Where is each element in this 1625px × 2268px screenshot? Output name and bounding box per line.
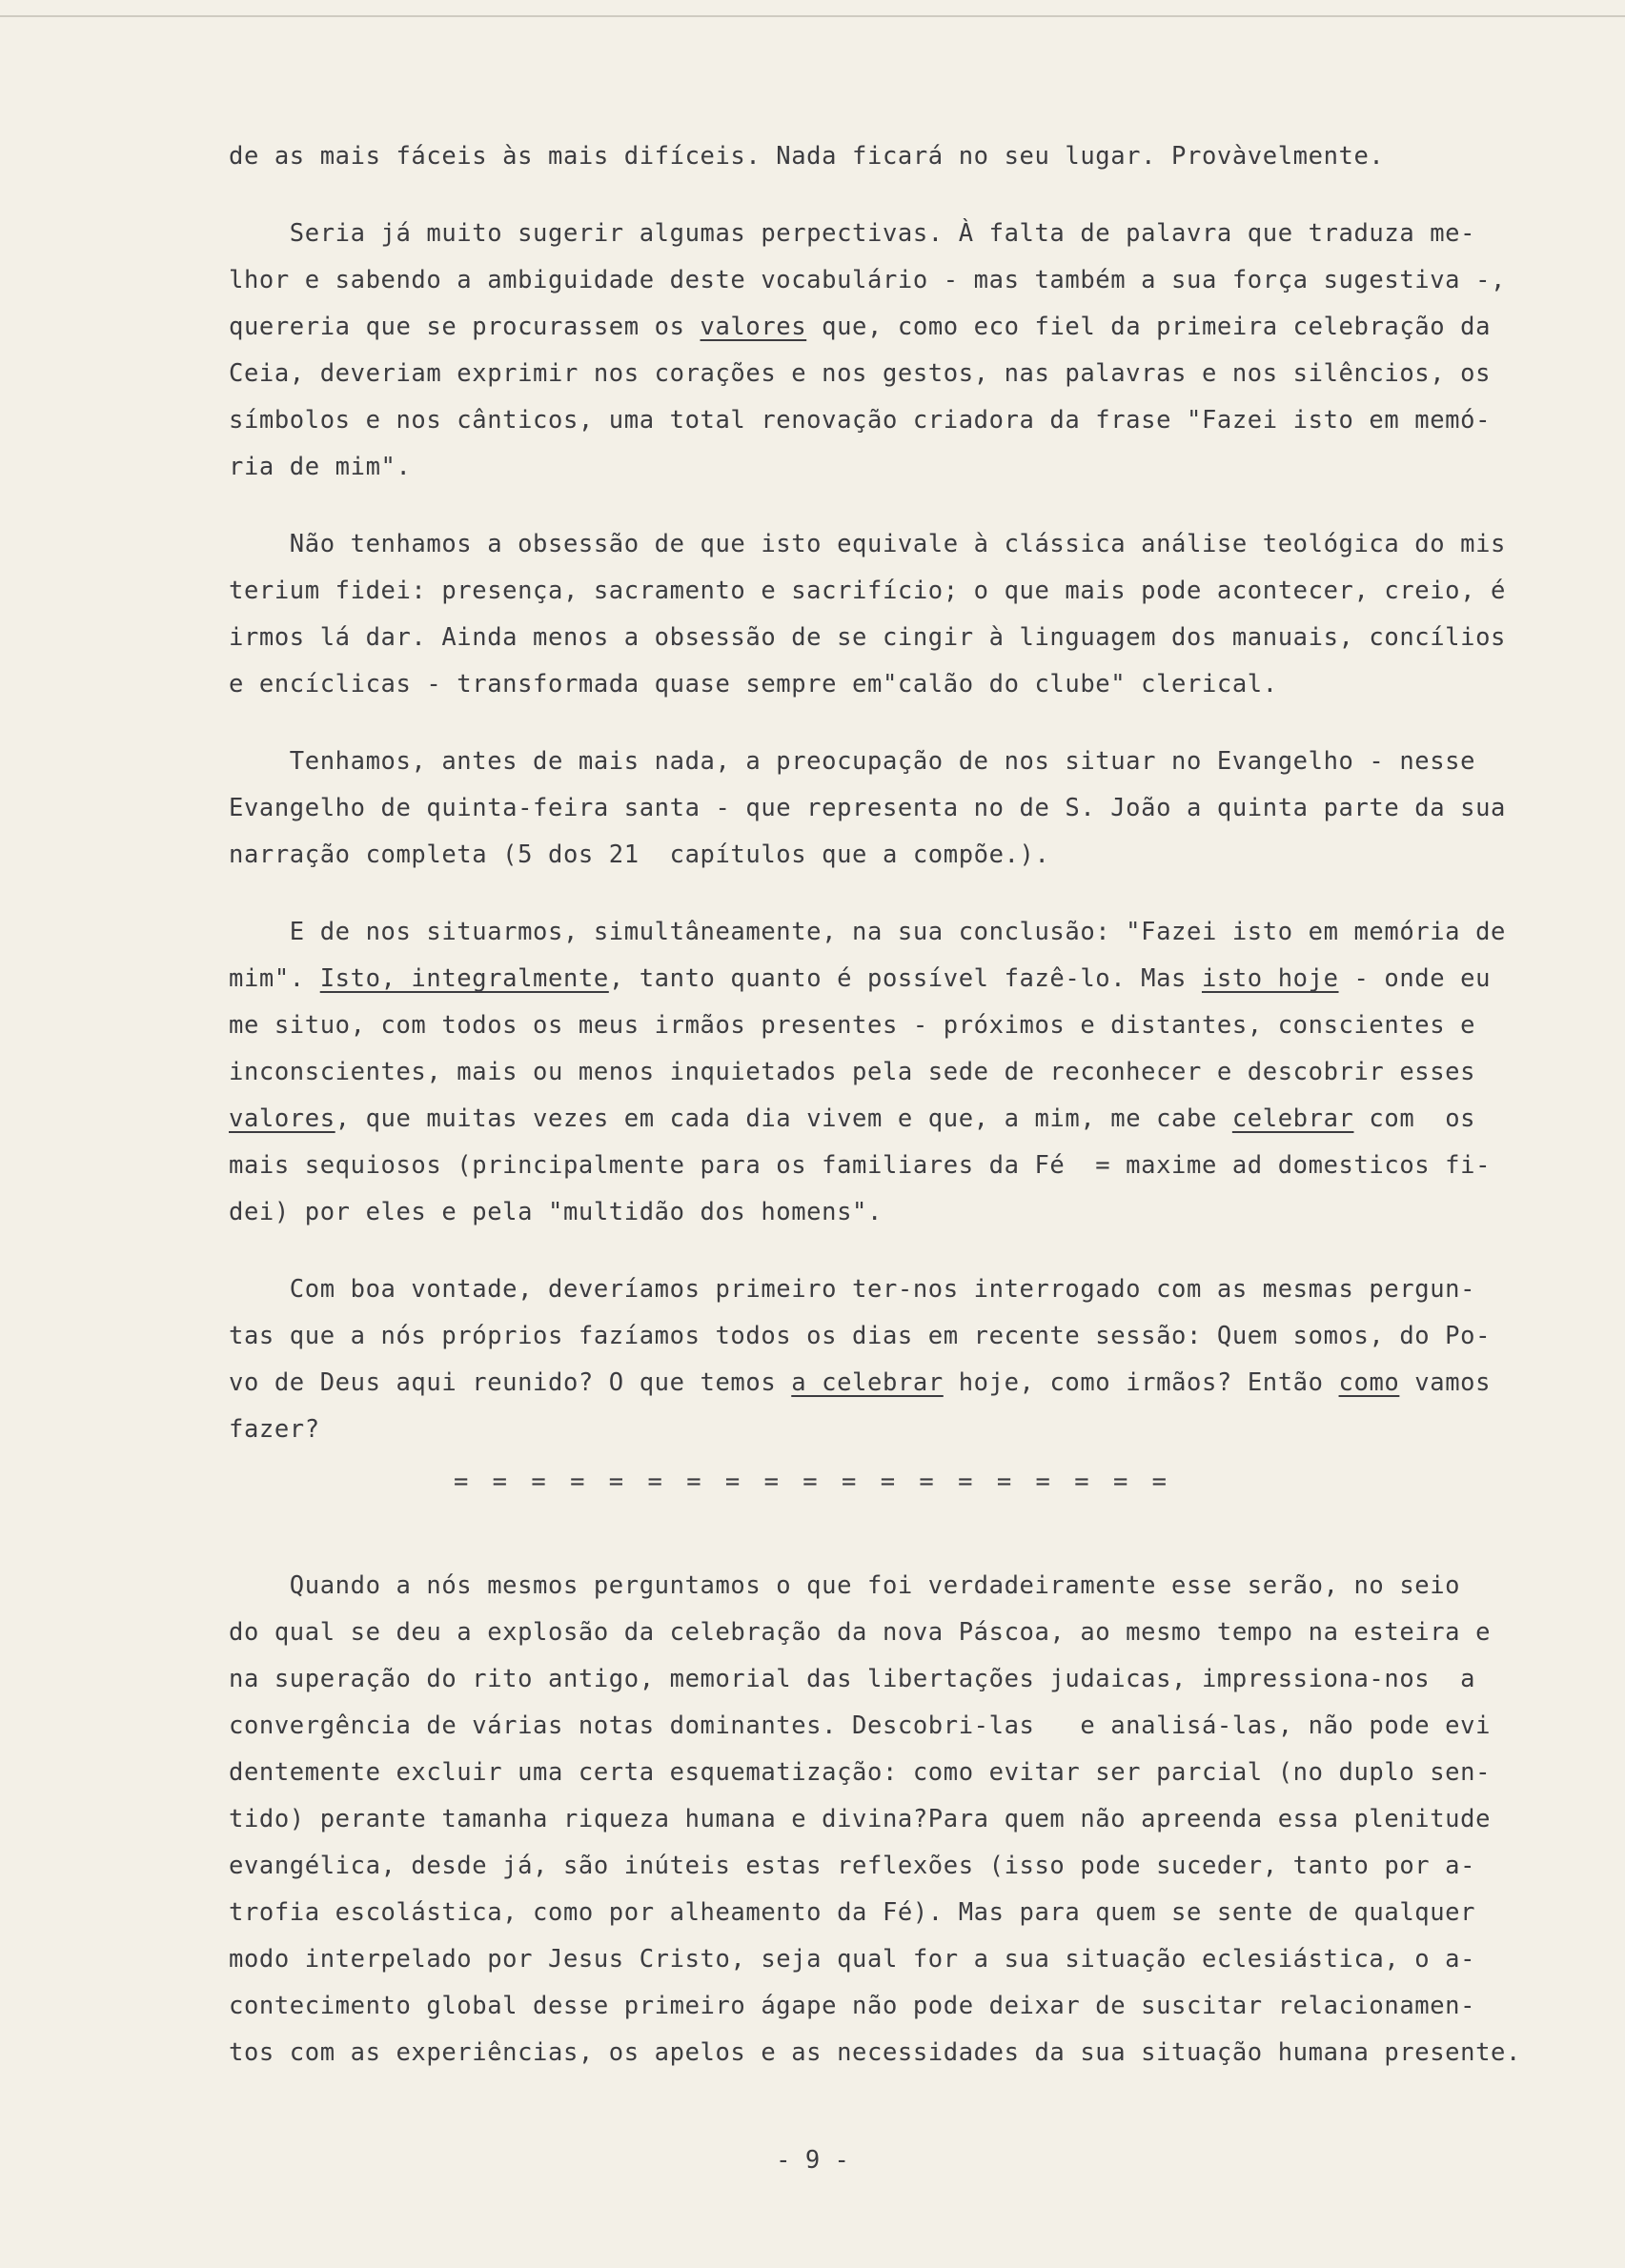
text-run: contecimento global desse primeiro ágape não pode deixar de suscitar relacionamen- bbox=[229, 1992, 1476, 2020]
text-line bbox=[229, 351, 1534, 397]
text-line bbox=[229, 956, 1534, 1002]
text-run: hoje, como irmãos? Então bbox=[943, 1368, 1339, 1397]
text-run: vo de Deus aqui reunido? O que temos bbox=[229, 1368, 792, 1397]
text-run: , que muitas vezes em cada dia vivem e que, a mim, me cabe bbox=[335, 1104, 1232, 1133]
text-line bbox=[229, 257, 1534, 304]
body-text-section-1 bbox=[229, 133, 1534, 1453]
text-line bbox=[229, 1656, 1534, 1703]
text-run: Seria já muito sugerir algumas perpectivas. À falta de palavra que traduza me- bbox=[229, 219, 1476, 248]
text-line bbox=[229, 1143, 1534, 1189]
text-line bbox=[229, 615, 1534, 661]
paragraph-gap bbox=[229, 491, 1534, 521]
underlined-text: celebrar bbox=[1231, 1104, 1354, 1133]
text-run: dei) por eles e pela "multidão dos homens". bbox=[229, 1198, 883, 1226]
text-line bbox=[229, 1189, 1534, 1236]
text-run: Com boa vontade, deveríamos primeiro ter-nos interrogado com as mesmas pergun- bbox=[229, 1275, 1476, 1304]
text-line bbox=[229, 444, 1534, 491]
text-run: quereria que se procurassem os bbox=[229, 313, 701, 341]
underlined-text: valores bbox=[229, 1104, 335, 1133]
text-run: fazer? bbox=[229, 1415, 320, 1444]
text-line bbox=[229, 1313, 1534, 1360]
paragraph-gap bbox=[229, 708, 1534, 739]
page-top-edge bbox=[0, 15, 1625, 17]
text-line bbox=[229, 661, 1534, 708]
text-line bbox=[229, 1843, 1534, 1890]
text-line bbox=[229, 1360, 1534, 1407]
text-run: com os bbox=[1353, 1104, 1476, 1133]
text-run: símbolos e nos cânticos, uma total renovação criadora da frase "Fazei isto em memó- bbox=[229, 406, 1492, 435]
text-line bbox=[229, 832, 1534, 879]
text-line bbox=[229, 1890, 1534, 1936]
text-run: irmos lá dar. Ainda menos a obsessão de se cingir à linguagem dos manuais, concílios bbox=[229, 623, 1506, 652]
text-line bbox=[229, 785, 1534, 832]
text-run: tido) perante tamanha riqueza humana e divina?Para quem não apreenda essa plenitude bbox=[229, 1805, 1492, 1833]
paragraph-gap bbox=[229, 879, 1534, 909]
text-line bbox=[229, 2030, 1534, 2076]
text-run: tos com as experiências, os apelos e as necessidades da sua situação humana presente. bbox=[229, 2038, 1521, 2067]
text-run: , tanto quanto é possível fazê-lo. Mas bbox=[608, 964, 1202, 993]
text-line bbox=[229, 1796, 1534, 1843]
underlined-text: valores bbox=[700, 313, 807, 341]
text-line bbox=[229, 1563, 1534, 1610]
text-run: do qual se deu a explosão da celebração da nova Páscoa, ao mesmo tempo na esteira e bbox=[229, 1618, 1492, 1647]
text-line bbox=[229, 397, 1534, 444]
text-line bbox=[229, 1610, 1534, 1656]
text-run: modo interpelado por Jesus Cristo, seja qual for a sua situação eclesiástica, o a- bbox=[229, 1945, 1476, 1974]
text-run: que, como eco fiel da primeira celebração da bbox=[806, 313, 1492, 341]
text-run: E de nos situarmos, simultâneamente, na sua conclusão: "Fazei isto em memória de bbox=[229, 918, 1506, 946]
text-run: dentemente excluir uma certa esquematização: como evitar ser parcial (no duplo sen- bbox=[229, 1758, 1492, 1787]
text-run: e encíclicas - transformada quase sempre em"calão do clube" clerical. bbox=[229, 670, 1278, 699]
text-run: inconscientes, mais ou menos inquietados pela sede de reconhecer e descobrir esses bbox=[229, 1058, 1476, 1086]
text-run: Não tenhamos a obsessão de que isto equivale à clássica análise teológica do mis bbox=[229, 530, 1506, 558]
text-run: me situo, com todos os meus irmãos presentes - próximos e distantes, conscientes e bbox=[229, 1011, 1476, 1040]
underlined-text: como bbox=[1338, 1368, 1400, 1397]
text-run: ria de mim". bbox=[229, 453, 412, 481]
text-run: na superação do rito antigo, memorial das libertações judaicas, impressiona-nos a bbox=[229, 1665, 1476, 1693]
text-run: de as mais fáceis às mais difíceis. Nada ficará no seu lugar. Provàvelmente. bbox=[229, 142, 1385, 171]
text-run: vamos bbox=[1399, 1368, 1492, 1397]
text-line bbox=[229, 211, 1534, 257]
text-run: Tenhamos, antes de mais nada, a preocupação de nos situar no Evangelho - nesse bbox=[229, 747, 1476, 776]
text-line bbox=[229, 521, 1534, 568]
text-run: Ceia, deveriam exprimir nos corações e nos gestos, nas palavras e nos silêncios, os bbox=[229, 359, 1492, 388]
text-line bbox=[229, 1096, 1534, 1143]
paragraph-gap bbox=[229, 180, 1534, 211]
text-line bbox=[229, 1936, 1534, 1983]
text-line bbox=[229, 1266, 1534, 1313]
body-text-section-2 bbox=[229, 1563, 1534, 2076]
text-line bbox=[229, 133, 1534, 180]
text-line bbox=[229, 1703, 1534, 1750]
text-run: - onde eu bbox=[1338, 964, 1492, 993]
text-run: Evangelho de quinta-feira santa - que representa no de S. João a quinta parte da sua bbox=[229, 794, 1506, 822]
underlined-text: a celebrar bbox=[791, 1368, 944, 1397]
text-run: tas que a nós próprios fazíamos todos os dias em recente sessão: Quem somos, do Po- bbox=[229, 1322, 1492, 1350]
text-line bbox=[229, 1983, 1534, 2030]
text-run: mais sequiosos (principalmente para os familiares da Fé = maxime ad domesticos fi- bbox=[229, 1151, 1492, 1180]
text-run: trofia escolástica, como por alheamento da Fé). Mas para quem se sente de qualquer bbox=[229, 1898, 1476, 1927]
underlined-text: isto hoje bbox=[1201, 964, 1339, 993]
text-line bbox=[229, 739, 1534, 785]
page-number: - 9 - bbox=[776, 2146, 849, 2175]
text-run: convergência de várias notas dominantes. Descobri-las e analisá-las, não pode evi bbox=[229, 1711, 1492, 1740]
text-run: mim". bbox=[229, 964, 320, 993]
text-line bbox=[229, 909, 1534, 956]
text-run: narração completa (5 dos 21 capítulos que a compõe.). bbox=[229, 840, 1050, 869]
paragraph-gap bbox=[229, 1236, 1534, 1266]
text-run: terium fidei: presença, sacramento e sacrifício; o que mais pode acontecer, creio, é bbox=[229, 577, 1506, 605]
text-run: evangélica, desde já, são inúteis estas reflexões (isso pode suceder, tanto por a- bbox=[229, 1852, 1476, 1880]
text-run: lhor e sabendo a ambiguidade deste vocabulário - mas também a sua força sugestiva -, bbox=[229, 266, 1506, 294]
section-separator: = = = = = = = = = = = = = = = = = = = bbox=[453, 1468, 1172, 1496]
text-line bbox=[229, 1407, 1534, 1453]
text-line bbox=[229, 1750, 1534, 1796]
text-line bbox=[229, 1002, 1534, 1049]
underlined-text: Isto, integralmente bbox=[319, 964, 609, 993]
text-line bbox=[229, 1049, 1534, 1096]
text-line bbox=[229, 304, 1534, 351]
text-run: Quando a nós mesmos perguntamos o que foi verdadeiramente esse serão, no seio bbox=[229, 1571, 1461, 1600]
text-line bbox=[229, 568, 1534, 615]
